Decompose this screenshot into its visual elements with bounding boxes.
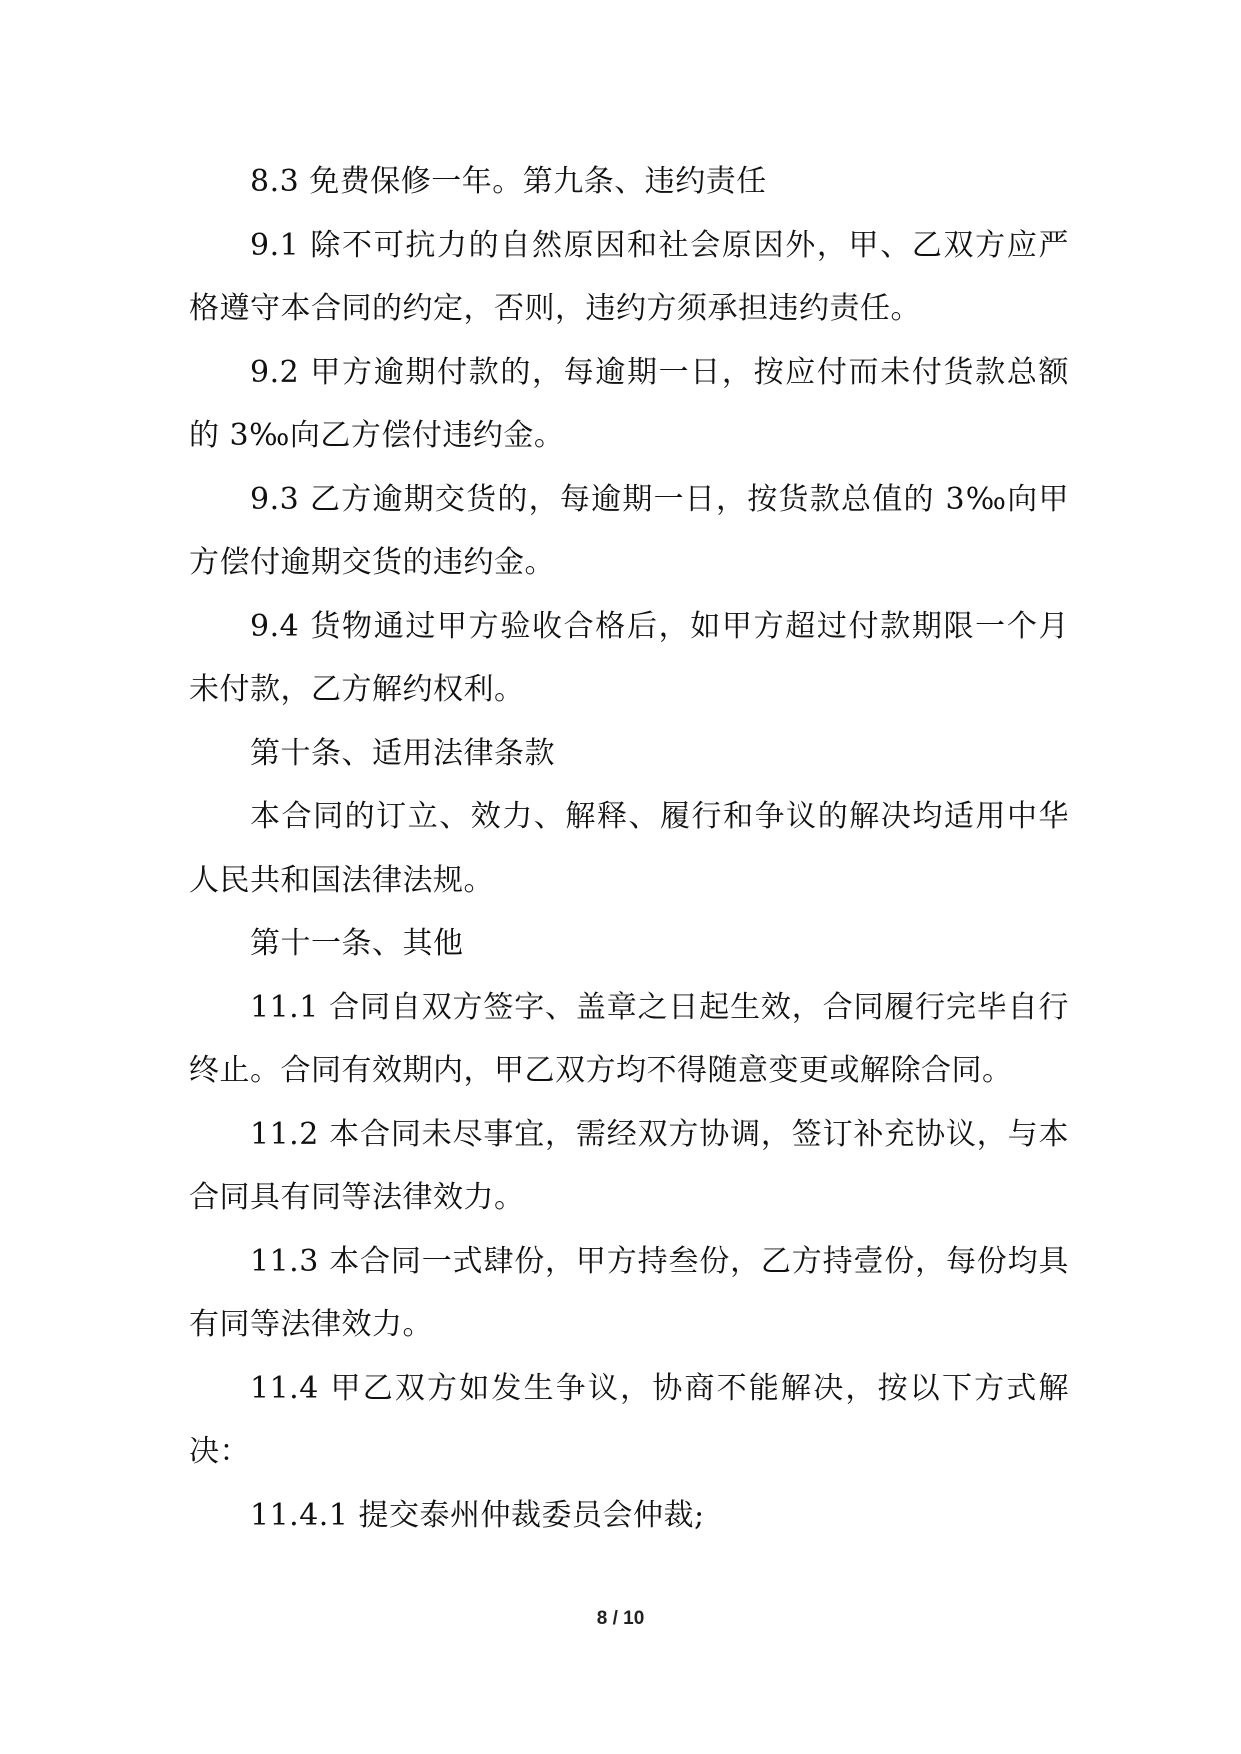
clause-11-1: 11.1 合同自双方签字、盖章之日起生效，合同履行完毕自行终止。合同有效期内，甲乙双方均不得随意变更或解除合同。	[189, 989, 1069, 1088]
clause-9-2: 9.2 甲方逾期付款的，每逾期一日，按应付而未付货款总额的 3‰向乙方偿付违约金。	[189, 354, 1069, 453]
article-11-heading: 第十一条、其他	[250, 926, 464, 961]
article-10-body: 本合同的订立、效力、解释、履行和争议的解决均适用中华人民共和国法律法规。	[189, 799, 1069, 898]
article-10-heading: 第十条、适用法律条款	[250, 735, 555, 771]
clause-11-2: 11.2 本合同未尽事宜，需经双方协调，签订补充协议，与本合同具有同等法律效力。	[189, 1116, 1069, 1215]
clause-9-1: 9.1 除不可抗力的自然原因和社会原因外，甲、乙双方应严格遵守本合同的约定，否则，违约方须承担违约责任。	[189, 227, 1069, 326]
clause-9-3: 9.3 乙方逾期交货的，每逾期一日，按货款总值的 3‰向甲方偿付逾期交货的违约金。	[189, 481, 1069, 580]
clause-9-4: 9.4 货物通过甲方验收合格后，如甲方超过付款期限一个月未付款，乙方解约权利。	[189, 608, 1069, 707]
clause-8-3: 8.3 免费保修一年。第九条、违约责任	[250, 164, 767, 199]
page-number: 8 / 10	[596, 1608, 645, 1629]
clause-11-3: 11.3 本合同一式肆份，甲方持叁份，乙方持壹份，每份均具有同等法律效力。	[189, 1243, 1069, 1342]
document-body	[189, 150, 1069, 1547]
clause-11-4-1: 11.4.1 提交泰州仲裁委员会仲裁;	[250, 1497, 705, 1533]
clause-11-4: 11.4 甲乙双方如发生争议，协商不能解决，按以下方式解决：	[189, 1370, 1069, 1469]
